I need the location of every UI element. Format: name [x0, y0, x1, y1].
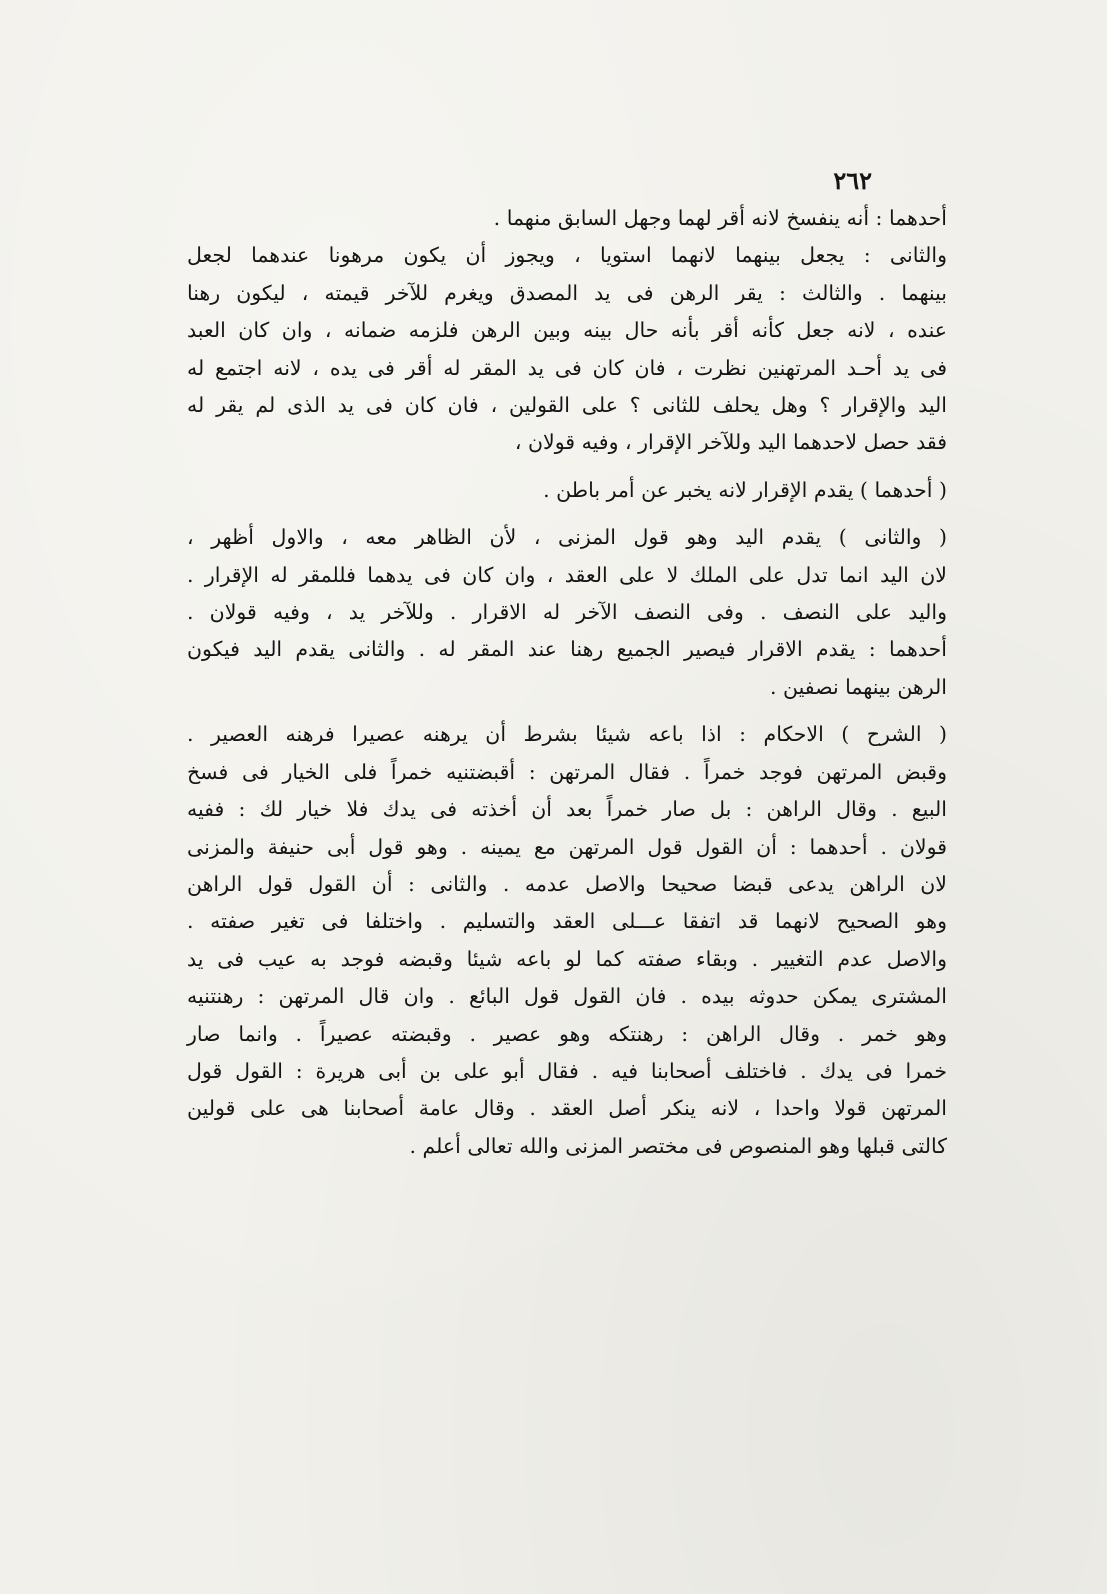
- text-line: الرهن بينهما نصفين .: [769, 674, 947, 699]
- text-line: وهو خمر . وقال الراهن : رهنتكه وهو عصير . وقبضته عصيراً . وانما صار: [187, 1021, 947, 1046]
- text-line: ( والثانى ) يقدم اليد وهو قول المزنى ، لأن الظاهر معه ، والاول أظهر ،: [187, 525, 947, 550]
- text-line: فقد حصل لاحدهما اليد وللآخر الإقرار ، وفيه قولان ،: [514, 430, 947, 455]
- text-line: ( أحدهما ) يقدم الإقرار لانه يخبر عن أمر باطن .: [543, 477, 947, 502]
- text-line: والاصل عدم التغيير . وبقاء صفته كما لو باعه شيئا وقبضه فوجد به عيب فى يد: [187, 946, 947, 971]
- paragraph-gap: [187, 509, 947, 519]
- text-line: أحدهما : أنه ينفسخ لانه أقر لهما وجهل السابق منهما .: [493, 206, 947, 230]
- text-line: لان اليد انما تدل على الملك لا على العقد ، وان كان فى يدهما فللمقر له الإقرار .: [187, 562, 947, 587]
- text-line: المشترى يمكن حدوثه بيده . فان القول قول البائع . وان قال المرتهن : رهنتنيه: [187, 984, 947, 1009]
- paragraph-gap: [187, 462, 947, 472]
- text-line: قولان . أحدهما : أن القول قول المرتهن مع يمينه . وهو قول أبى حنيفة والمزنى: [187, 834, 947, 859]
- paragraph-gap: [187, 706, 947, 716]
- text-line: أحدهما : يقدم الاقرار فيصير الجميع رهنا عند المقر له . والثانى يقدم اليد فيكون: [187, 637, 947, 662]
- text-line: ( الشرح ) الاحكام : اذا باعه شيئا بشرط أن يرهنه عصيرا فرهنه العصير .: [187, 722, 947, 747]
- text-line: وهو الصحيح لانهما قد اتفقا عـــلى العقد والتسليم . واختلفا فى تغير صفته .: [187, 909, 947, 934]
- text-line: بينهما . والثالث : يقر الرهن فى يد المصدق ويغرم للآخر قيمته ، ليكون رهنا: [187, 280, 947, 305]
- body-text: [187, 200, 947, 1165]
- text-line: وقبض المرتهن فوجد خمراً . فقال المرتهن : أقبضتنيه خمراً فلى الخيار فى فسخ: [187, 759, 947, 784]
- text-line: كالتى قبلها وهو المنصوص فى مختصر المزنى والله تعالى أعلم .: [409, 1133, 947, 1158]
- text-line: عنده ، لانه جعل كأنه أقر بأنه حال بينه وبين الرهن فلزمه ضمانه ، وان كان العبد: [187, 318, 947, 343]
- text-line: والثانى : يجعل بينهما لانهما استويا ، ويجوز أن يكون مرهونا عندهما لجعل: [187, 243, 947, 268]
- page-number: ٢٦٢: [833, 166, 872, 195]
- text-line: لان الراهن يدعى قبضا صحيحا والاصل عدمه . والثانى : أن القول قول الراهن: [187, 871, 947, 896]
- text-line: واليد على النصف . وفى النصف الآخر له الاقرار . وللآخر يد ، وفيه قولان .: [187, 600, 947, 625]
- text-line: خمرا فى يدك . فاختلف أصحابنا فيه . فقال أبو على بن أبى هريرة : القول قول: [187, 1058, 947, 1083]
- text-line: فى يد أحـد المرتهنين نظرت ، فان كان فى يد المقر له أقر فى يده ، لانه اجتمع له: [187, 355, 947, 380]
- text-line: المرتهن قولا واحدا ، لانه ينكر أصل العقد . وقال عامة أصحابنا هى على قولين: [187, 1096, 947, 1121]
- text-line: البيع . وقال الراهن : بل صار خمراً بعد أن أخذته فى يدك فلا خيار لك : ففيه: [187, 797, 947, 822]
- text-line: اليد والإقرار ؟ وهل يحلف للثانى ؟ على القولين ، فان كان فى يد الذى لم يقر له: [187, 393, 947, 418]
